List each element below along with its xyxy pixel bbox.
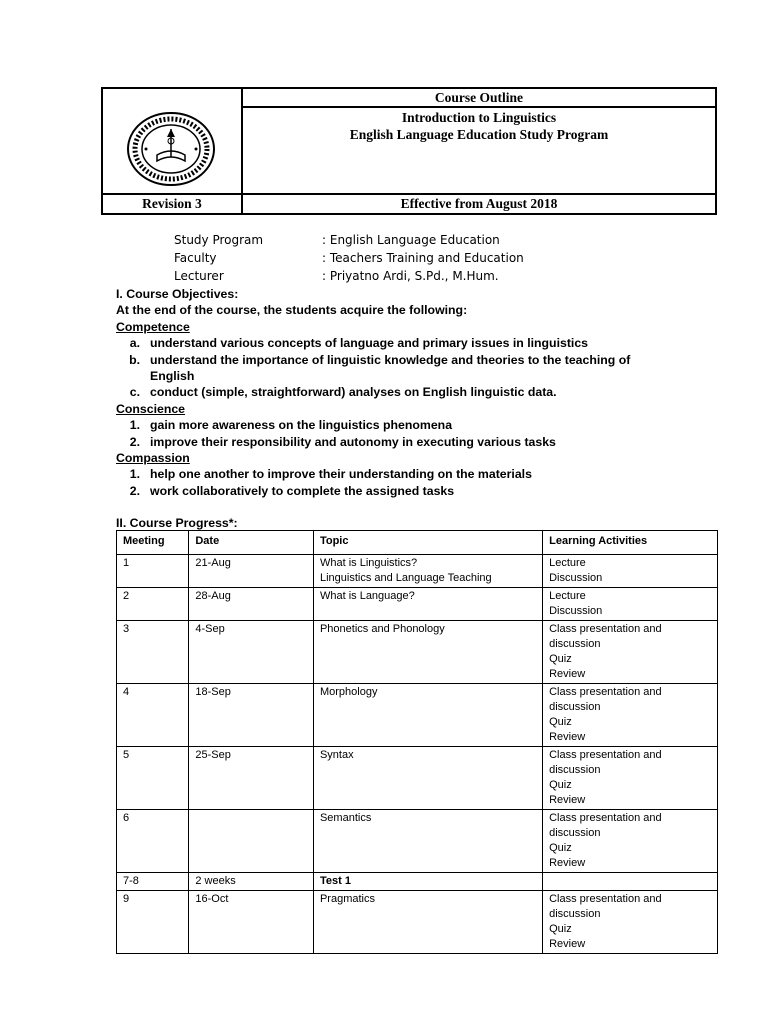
table-row [117,873,718,891]
date-cell: 21-Aug [189,555,314,588]
list-item [116,352,676,385]
list-text: understand the importance of linguistic knowledge and theories to the teaching of English [150,352,631,384]
list-marker: 2. [129,434,140,449]
date-cell: 25-Sep [189,747,314,810]
topic-cell [313,588,542,621]
compassion-list [116,466,676,499]
list-text: improve their responsibility and autonomy in executing various tasks [150,434,556,449]
activities-cell [543,555,718,588]
meeting-cell: 3 [117,621,189,684]
activities-cell-line: discussion [549,827,601,839]
objectives-intro: At the end of the course, the students acquire the following: [116,303,468,318]
activities-cell-line: Class presentation and [549,749,662,761]
course-title-line1: Introduction to Linguistics [401,110,557,125]
meeting-cell: 2 [117,588,189,621]
activities-cell-line: Review [549,668,586,680]
list-item [116,335,676,351]
course-info [174,231,524,285]
activities-cell-line: Lecture [549,590,586,602]
meeting-cell: 7-8 [117,873,189,891]
effective-date: Effective from August 2018 [400,196,558,211]
topic-cell-line: What is Language? [319,590,415,602]
column-header: Topic [313,531,542,555]
info-row [174,249,524,267]
info-value: : Teachers Training and Education [322,251,524,265]
table-header-row [117,531,718,555]
date-cell: 18-Sep [189,684,314,747]
course-objectives [116,286,676,499]
conscience-label: Conscience [116,401,186,416]
list-item [116,417,676,433]
compassion-label: Compassion [116,451,190,466]
meeting-cell: 4 [117,684,189,747]
topic-cell-line: Test 1 [319,875,351,887]
revision-label: Revision 3 [142,196,202,211]
activities-cell-line: Quiz [549,653,572,665]
competence-list [116,335,676,401]
activities-cell-line: Quiz [549,923,572,935]
activities-cell-line: discussion [549,908,601,920]
activities-cell-line: Class presentation and [549,812,662,824]
list-marker: a. [129,336,140,351]
list-item [116,384,676,400]
activities-cell [543,891,718,954]
course-title-line2: English Language Education Study Program [349,127,609,142]
topic-cell-line: Syntax [319,749,354,761]
meeting-cell: 1 [117,555,189,588]
topic-cell [313,555,542,588]
activities-cell-line: Review [549,731,586,743]
info-value: : Priyatno Ardi, S.Pd., M.Hum. [322,269,499,283]
activities-cell-line: Lecture [549,557,586,569]
progress-heading: II. Course Progress*: [116,516,238,530]
list-marker: 1. [129,418,140,433]
date-cell: 2 weeks [189,873,314,891]
activities-cell-line: discussion [549,638,601,650]
course-title [243,109,715,143]
table-row [117,810,718,873]
activities-cell-line: Class presentation and [549,686,662,698]
meeting-cell: 9 [117,891,189,954]
info-label: Lecturer [174,269,224,283]
list-item [116,466,676,482]
course-progress-table [116,530,718,954]
activities-cell [543,588,718,621]
topic-cell-line: Pragmatics [319,893,375,905]
column-header: Learning Activities [543,531,718,555]
activities-cell-line: Quiz [549,779,572,791]
university-seal-icon [121,109,221,189]
table-row [117,747,718,810]
list-text: conduct (simple, straightforward) analyses on English linguistic data. [150,385,557,400]
topic-cell [313,621,542,684]
column-header: Date [189,531,314,555]
topic-cell-line: Linguistics and Language Teaching [319,572,492,584]
info-label: Faculty [174,251,217,265]
topic-cell [313,891,542,954]
topic-cell [313,873,542,891]
activities-cell [543,747,718,810]
topic-cell-line: Morphology [319,686,378,698]
competence-label: Competence [116,319,190,334]
meeting-cell: 5 [117,747,189,810]
list-item [116,434,676,450]
topic-cell-line: Phonetics and Phonology [319,623,445,635]
topic-cell [313,810,542,873]
topic-cell-line: What is Linguistics? [319,557,418,569]
activities-cell-line: Quiz [549,716,572,728]
info-row [174,231,524,249]
list-item [116,483,676,499]
activities-cell [543,684,718,747]
table-row [117,621,718,684]
topic-cell [313,747,542,810]
activities-cell-line: Review [549,857,586,869]
activities-cell-line: Discussion [549,572,603,584]
conscience-list [116,417,676,450]
activities-cell-line: Class presentation and [549,623,662,635]
activities-cell-line: Quiz [549,842,572,854]
list-text: gain more awareness on the linguistics phenomena [150,418,453,433]
list-marker: 1. [129,467,140,482]
activities-cell [543,810,718,873]
date-cell: 4-Sep [189,621,314,684]
activities-cell [543,621,718,684]
date-cell: 16-Oct [189,891,314,954]
topic-cell [313,684,542,747]
list-marker: 2. [129,483,140,498]
date-cell: 28-Aug [189,588,314,621]
info-label: Study Program [174,233,264,247]
table-body [117,555,718,954]
objectives-heading: I. Course Objectives: [116,287,239,301]
date-cell [189,810,314,873]
list-marker: c. [129,385,140,400]
activities-cell-line: Discussion [549,605,603,617]
column-header: Meeting [117,531,189,555]
info-row [174,267,524,285]
list-text: help one another to improve their understanding on the materials [150,467,532,482]
activities-cell-line: Review [549,938,586,950]
list-text: understand various concepts of language and primary issues in linguistics [150,336,589,351]
meeting-cell: 6 [117,810,189,873]
activities-cell-line: discussion [549,764,601,776]
activities-cell-line: discussion [549,701,601,713]
topic-cell-line: Semantics [319,812,372,824]
table-row [117,891,718,954]
table-row [117,588,718,621]
activities-cell [543,873,718,891]
table-row [117,555,718,588]
list-marker: b. [129,352,140,367]
header-table [101,87,717,215]
header-rule-top [241,106,715,108]
activities-cell-line: Class presentation and [549,893,662,905]
list-text: work collaboratively to complete the assigned tasks [150,483,455,498]
activities-cell-line: Review [549,794,586,806]
table-row [117,684,718,747]
course-outline-label: Course Outline [434,90,524,105]
info-value: : English Language Education [322,233,500,247]
